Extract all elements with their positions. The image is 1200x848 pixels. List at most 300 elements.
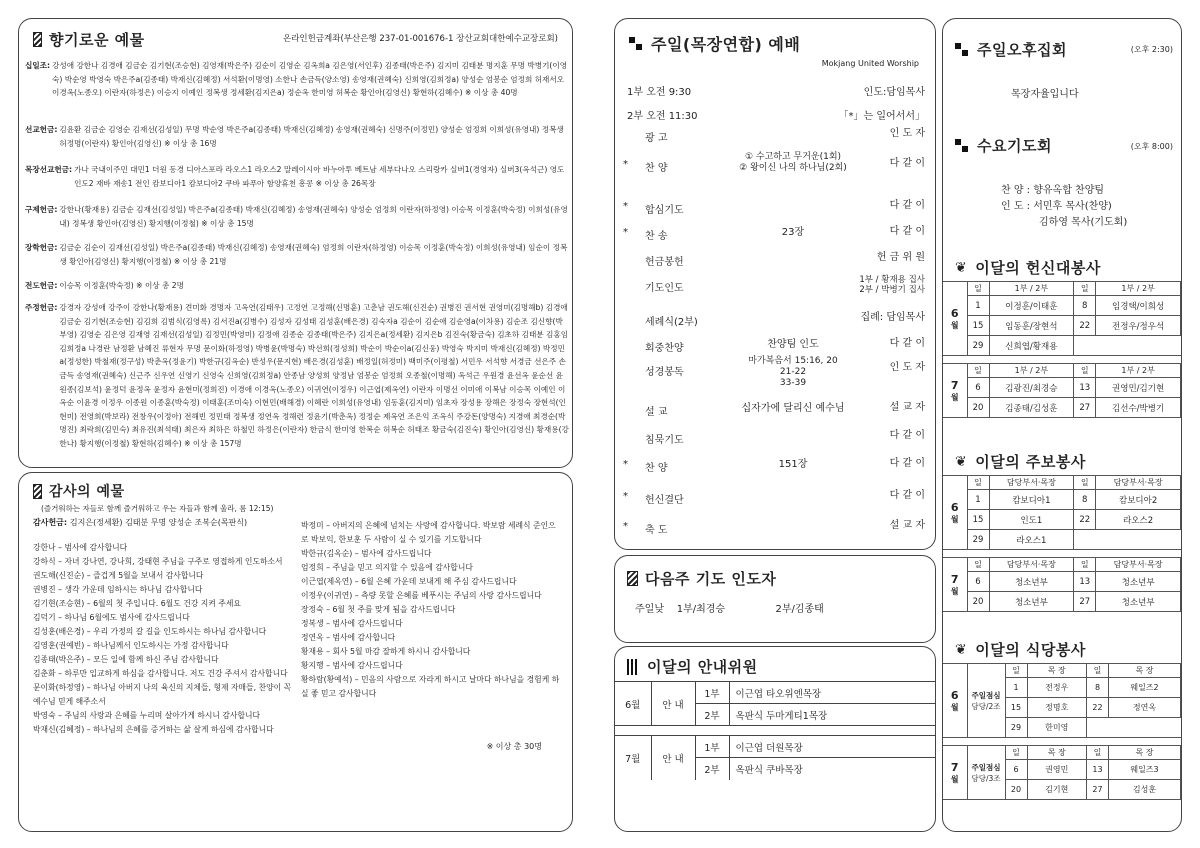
- offering-category-evangelism: [25, 279, 570, 293]
- thanks-head-label: 감사헌금:: [33, 518, 68, 527]
- assignee-cell: 청소년부: [1096, 572, 1181, 592]
- order-item-name: 합심기도: [645, 205, 684, 216]
- kitchen-label: 주일점심: [971, 762, 1001, 772]
- offering-title: [33, 29, 145, 50]
- day-cell: 15: [1005, 698, 1027, 718]
- table-row: [943, 664, 1181, 678]
- kitchen-team: 담당/2조: [971, 701, 1001, 711]
- month-unit: 월: [950, 320, 959, 330]
- order-item-name: 헌금봉헌: [645, 257, 684, 268]
- devotion-title: [955, 257, 1101, 278]
- worship-order-row: [623, 459, 927, 475]
- order-item-detail: 찬양팀 인도: [767, 339, 819, 350]
- order-item-person: 1부 / 황재용 집사 2부 / 박병기 집사: [859, 275, 925, 295]
- table-row: [943, 558, 1181, 572]
- order-item-detail: ① 수고하고 무거운(1회) ② 왕이신 나의 하나님(2회): [739, 152, 847, 173]
- assignee-cell: 김선수/박병기: [1096, 398, 1181, 418]
- day-cell: 29: [967, 336, 989, 356]
- kitchen-title: [955, 639, 1086, 660]
- category-body: [59, 301, 570, 451]
- header-day: 일: [1005, 746, 1027, 760]
- order-item-person: 다 같 이: [889, 430, 925, 441]
- worship-order-row: [623, 431, 927, 447]
- usher-round: 1부: [695, 736, 729, 758]
- day-cell: 27: [1074, 592, 1096, 612]
- assignee-cell: 김종태/김성훈: [989, 398, 1074, 418]
- order-item-name: 설 교: [645, 407, 668, 418]
- table-row: [943, 316, 1181, 336]
- order-item-person: 설 교 자: [889, 402, 925, 413]
- usher-month: 7월: [615, 736, 651, 780]
- offering-category-mokjang-mission: [25, 163, 570, 190]
- order-item-person: 헌 금 위 원: [876, 252, 925, 263]
- worship-order-row: [623, 356, 927, 388]
- service-time-2: 2부 오전 11:30: [627, 111, 698, 122]
- order-item-person: 설 교 자: [889, 520, 925, 531]
- month-cell: [943, 746, 967, 800]
- thanks-item: 강한나 – 범사에 감사합니다: [33, 543, 128, 552]
- thanks-item: 황하람(황예석) – 민음의 사람으로 자라게 하시고 날마다 하나님을 경험케 하실 좋 믿고 감사합니다: [301, 675, 560, 698]
- thanks-title: [33, 481, 125, 501]
- header-role: 1부 / 2부: [1096, 282, 1181, 296]
- worship-title-text: 주일(목장연합) 예배: [651, 35, 801, 54]
- offering-section: [18, 18, 573, 468]
- thanks-item: 엄정희 – 주님을 믿고 의지할 수 있음에 감사합니다: [301, 563, 473, 572]
- offering-category-tithe: [25, 59, 570, 100]
- order-item-person: 인 도 자: [889, 362, 925, 373]
- usher-round: 2부: [695, 758, 729, 780]
- prayers-title: [627, 568, 776, 589]
- order-item-name: 헌신결단: [645, 495, 684, 506]
- assignee-cell: 웨일즈2: [1108, 678, 1180, 698]
- flower-icon: ❦: [955, 641, 968, 658]
- offering-category-weekly: [25, 301, 570, 451]
- category-label: 전도헌금:: [25, 281, 58, 290]
- month-unit: 월: [950, 774, 959, 784]
- assignee-cell: 웨일즈3: [1108, 760, 1180, 780]
- stand-asterisk: *: [623, 227, 628, 238]
- kitchen-title-text: 이달의 식당봉사: [975, 641, 1086, 659]
- category-body: [59, 279, 570, 293]
- header-day: 일: [1005, 664, 1027, 678]
- order-item-name: 찬 양: [645, 463, 668, 474]
- thanks-item: 김영훈(권예빈) – 하나님께서 인도하시는 가정 감사합니다: [33, 641, 229, 650]
- header-day: 일: [1074, 282, 1096, 296]
- table-row: [943, 398, 1181, 418]
- prayers-first: 1부/최경승: [676, 604, 726, 615]
- day-cell: 13: [1074, 572, 1096, 592]
- month-cell: [943, 558, 967, 612]
- usher-round: 1부: [695, 682, 729, 704]
- wednesday-title: [955, 135, 1052, 156]
- table-row: [943, 336, 1181, 356]
- header-day: 일: [1074, 364, 1096, 378]
- day-cell: 6: [967, 378, 989, 398]
- order-item-name: 침묵기도: [645, 435, 684, 446]
- day-cell: 6: [1005, 760, 1027, 780]
- assignee-cell: 한미영: [1027, 718, 1086, 738]
- day-cell: 22: [1074, 510, 1096, 530]
- assignee-cell: 라오스1: [989, 530, 1074, 550]
- category-total: ※ 이상 총 26목장: [315, 178, 376, 188]
- stand-asterisk: *: [623, 491, 628, 502]
- category-names: 강경자 강성애 강주이 강한나(황재용) 견미화 경명자 고옥연(김태우) 고정연 고정해(신명훈) 고춘남 권도해(신진순) 권병진 권서현 권영미(김명해b) 김경애 김금순 김기현(조승현) 김김희 김범식(김영록) 김서진a(김병수) 김성자 김성태 김성훈(배은경) 김숙자a 김순이 김순애 김순영a(이차용) 김순조 김신향(박부영) 김영순 김은영 김재영 김재선(김성일) 김정민(박영미) 김정애 김종순 김종태(박은주) 김지은a(정세환) 김지은b 김진숙(황금숙) 김초하 김태분 김홍임 김희정a 나경란 남정환 남혜진 류현자 무명 문이화(하정영) 박병윤(박명숙) 박선희(정성희) 박순이 박순이a(김신웅) 박영숙 박지미 박재신(김혜정) 박정민a(정성한) 박철재(정구성) 박춘옥(정윤기) 박한규(김옥순) 반성우(문지현) 배은경(김성훈) 배정일(허정미) 백미주(이평철) 서민우 서석향 서경금 선은주 손금득 송영재(권혜숙) 신근주 신우연 신영기 신영숙 신희영(김희정a) 안종남 양성희 양정남 엄봉순 엄정희 오종철(이명해) 옥석근 우원경 윤선옥 윤순선 윤원종(김보석) 윤정덕 윤정옥 윤정자 윤현미(정희진) 이경애 이경옥(노종오) 이귀연(이정우) 이근엽(제옥연) 이란자 이명선 이미애 이복남 이승목 이예인 이옥순 이윤경 이정우 이종원 이종훈(박숙정) 이태훈(조미숙) 이현민(배해경) 이혜란 이희성(유영내) 임동훈(김지미) 임초자 장성용 장해은 장정숙 장현석(인현미) 전영희(박보라) 전창우(이정아) 전해빈 정민태 정복생 정연옥 정해련 정윤기(박춘옥) 정정순 제옥연 조은익 조옥식 주강돈(양명숙) 지경애 최경순(박명진) 최락희(김민숙) 최유진(최석태) 최은자 최하은 하철민 하정은(이란자) 한금식 한미영 한복순 허복순 허태조 황금숙(김진숙) 황인아(김영신) 황재용(강한나) 황지행(이정철) 황현하(김혜수): [59, 303, 569, 448]
- table-row: [943, 282, 1181, 296]
- assignee-cell: 신희엽/황재용: [989, 336, 1074, 356]
- month-number: 7: [950, 378, 959, 392]
- thanks-title-text: 감사의 예물: [49, 484, 125, 500]
- header-role: 1부 / 2부: [989, 364, 1074, 378]
- table-row: [943, 476, 1181, 490]
- order-item-person: 다 같 이: [889, 158, 925, 169]
- category-names: 가나 국내이주민 대민1 더원 동경 디아스포라 라오스1 라오스2 말레이시아 바누아투 베트남 세부다나오 스리랑카 실버1(경영자) 실버3(옥석근) 영도 인도2 재바 재송1 전인 캄보디아1 캄보디아2 쿠바 파푸아 함양휴천 흥콩: [74, 165, 565, 188]
- assignee-cell: 김성훈: [1108, 780, 1180, 800]
- striped-box-icon: [33, 484, 42, 499]
- header-day: 일: [967, 282, 989, 296]
- worship-order-row: [623, 403, 927, 419]
- category-names: 김윤환 김금순 김영순 김재선(김성일) 무명 박순영 박은주a(김종태) 박재신(김혜정) 송영재(권혜숙) 신명주(이정민) 양성순 엄정희 이희성(유영내) 정복생 허정명(이란자) 황인아(김영신): [59, 125, 564, 148]
- ushers-title: [627, 656, 758, 677]
- order-item-name: 성경봉독: [645, 367, 684, 378]
- worship-order-row: [623, 152, 927, 175]
- bars-icon: [627, 659, 639, 675]
- assignee-cell: 캄보디아2: [1096, 490, 1181, 510]
- assignee-cell: 권영민: [1027, 760, 1086, 780]
- thanks-item: 정연옥 – 범사에 감사합니다: [301, 633, 396, 642]
- category-label: 목장선교헌금:: [25, 165, 73, 174]
- worship-order-row: [623, 313, 927, 329]
- devotion-table: [943, 281, 1181, 418]
- usher-role: 안 내: [651, 682, 695, 726]
- usher-name: 옥판식 쿠바목장: [729, 758, 935, 780]
- month-unit: 월: [950, 514, 959, 524]
- month-unit: 월: [950, 586, 959, 596]
- header-day: 일: [967, 558, 989, 572]
- worship-title: [629, 32, 800, 55]
- thanks-verse: (즐거워하는 자들로 함께 즐거워하고 우는 자들과 함께 울라, 롬 12:15): [41, 504, 274, 513]
- category-names: 김금순 김순이 김재선(김성일) 박은주a(김종태) 박재신(김혜정) 송영재(권혜숙) 엄정희 이란자(하정영) 이승목 이정훈(박숙정) 이희성(유영내) 임순이 정복생 황인아(김영신) 황지행(이정철): [59, 243, 568, 266]
- wednesday-lead-1: 인 도 : 서민후 목사(찬양): [1001, 201, 1112, 212]
- thanks-item: 황재용 – 회사 5월 마감 잘하게 하시니 감사합니다: [301, 647, 471, 656]
- header-day: 일: [1086, 664, 1108, 678]
- thanks-item: 박재신(김혜정) – 하나님의 은혜를 증거하는 삶 살게 하심에 감사합니다: [33, 725, 274, 734]
- day-cell: 15: [967, 510, 989, 530]
- usher-role: 안 내: [651, 736, 695, 780]
- order-item-person: 다 같 이: [889, 490, 925, 501]
- afternoon-time: (오후 2:30): [1130, 45, 1173, 54]
- worship-order-row: [623, 201, 927, 217]
- category-label: 선교헌금:: [25, 125, 58, 134]
- thanks-item: 황지행 – 범사에 감사드립니다: [301, 661, 403, 670]
- striped-box-icon: [33, 32, 42, 47]
- month-number: 7: [950, 572, 959, 586]
- header-day: 일: [1086, 746, 1108, 760]
- order-item-name: 기도인도: [645, 283, 684, 294]
- assignee-cell: 권영민/김기현: [1096, 378, 1181, 398]
- squares-icon: [955, 139, 969, 153]
- prayers-second: 2부/김종태: [775, 604, 824, 615]
- header-role: 담당부서·목장: [1096, 476, 1181, 490]
- ushers-table: [615, 681, 935, 780]
- thanks-item: 정복생 – 범사에 감사드립니다: [301, 619, 403, 628]
- worship-order-row: [623, 521, 927, 537]
- category-label: 십일조:: [25, 61, 51, 70]
- table-row: [943, 572, 1181, 592]
- month-number: 7: [950, 760, 959, 774]
- table-row: [943, 592, 1181, 612]
- prayers-title-text: 다음주 기도 인도자: [645, 570, 777, 588]
- thanks-item: 강하식 – 자녀 강나연, 강나희, 강태현 주님을 구주로 영접하게 인도하소서: [33, 557, 283, 566]
- stand-note: 「*」는 일어서서」: [838, 111, 925, 122]
- thanks-item: 이근엽(제옥연) – 6월 은혜 가운데 보내게 해 주심 감사드립니다: [301, 577, 517, 586]
- thanks-item: 권도해(신진순) – 즐겁게 5월을 보내서 감사합니다: [33, 571, 204, 580]
- category-body: [59, 203, 570, 230]
- ushers-title-text: 이달의 안내위원: [647, 658, 758, 676]
- order-item-person: 집례: 담임목사: [860, 312, 925, 323]
- offering-title-text: 향기로운 예물: [49, 31, 145, 49]
- order-item-detail: 23장: [781, 227, 805, 238]
- header-role: 목 장: [1027, 746, 1086, 760]
- category-body: [74, 163, 570, 190]
- bulletin-title-text: 이달의 주보봉사: [975, 453, 1086, 471]
- category-total: ※ 이상 총 21명: [173, 256, 227, 266]
- month-cell: [943, 282, 967, 356]
- worship-order-row: [623, 339, 927, 355]
- day-cell: 22: [1074, 316, 1096, 336]
- order-item-detail: 마가복음서 15:16, 20 21-22 33-39: [748, 356, 838, 388]
- stand-asterisk: *: [623, 159, 628, 170]
- day-cell: 6: [967, 572, 989, 592]
- worship-order-row: [623, 253, 927, 269]
- thanks-list-left: [33, 541, 295, 737]
- day-cell: 13: [1086, 760, 1108, 780]
- usher-name: 이근엽 타오위엔목장: [729, 682, 935, 704]
- flower-icon: ❦: [955, 259, 968, 276]
- day-cell: 1: [967, 296, 989, 316]
- header-role: 1부 / 2부: [989, 282, 1074, 296]
- thanks-offering-line: [33, 517, 247, 528]
- day-cell: 8: [1074, 490, 1096, 510]
- header-day: 일: [1074, 558, 1096, 572]
- header-day: 일: [967, 364, 989, 378]
- order-item-name: 회중찬양: [645, 343, 684, 354]
- thanks-total: ※ 이상 총 30명: [486, 742, 542, 751]
- thanks-item: 김기현(조승현) – 6월의 첫 주입니다. 6월도 건강 지켜 주세요: [33, 599, 241, 608]
- header-day: 일: [1074, 476, 1096, 490]
- stand-asterisk: *: [623, 201, 628, 212]
- day-cell: 8: [1086, 678, 1108, 698]
- order-item-person: 다 같 이: [889, 226, 925, 237]
- assignee-cell: 임동훈/장현석: [989, 316, 1074, 336]
- category-names: 이승목 이정훈(박숙정): [59, 281, 134, 290]
- order-item-detail: 151장: [778, 459, 808, 470]
- assignee-cell: 정명호: [1027, 698, 1086, 718]
- assignee-cell: 김기현: [1027, 780, 1086, 800]
- kitchen-team: 담당/3조: [971, 773, 1001, 783]
- category-names: 강성애 강한나 김경애 김금순 김기현(조승현) 김영재(박은주) 김순이 김영순 김옥희a 김은영(서인후) 김종태(박은주) 김지미 김태분 명지훈 무명 박병기(이영숙) 박순영 박영숙 박은주a(김종태) 박재신(김혜정) 서석환(이명영) 소한나 손금득(양소영) 송영재(권혜숙) 신희영(김희정a) 양성순 엄봉순 엄정희 허재서오 이경옥(노종오) 이란자(하정은) 이승지 이예인 정복생 정세환(김지은a) 정순옥 한미영 허복순 황인아(김영신) 황현하(김혜수): [52, 61, 568, 98]
- day-cell: 20: [967, 398, 989, 418]
- bulletin-table: [943, 475, 1181, 612]
- day-cell: 22: [1086, 698, 1108, 718]
- assignee-cell: 전정우/정우석: [1096, 316, 1181, 336]
- thanks-item: 김종태(박은주) – 모든 일에 함께 하신 주님 감사합니다: [33, 655, 219, 664]
- day-cell: 13: [1074, 378, 1096, 398]
- day-cell: 27: [1074, 398, 1096, 418]
- thanks-item: 박영숙 – 주님의 사랑과 은혜를 누리며 살아가게 하시니 감사합니다: [33, 711, 261, 720]
- assignee-cell: 청소년부: [1096, 592, 1181, 612]
- category-label: 구제헌금:: [25, 205, 58, 214]
- category-total: ※ 이상 총 40명: [465, 88, 518, 98]
- worship-subtitle: Mokjang United Worship: [821, 59, 919, 68]
- day-cell: 20: [967, 592, 989, 612]
- usher-name: 이근엽 더원목장: [729, 736, 935, 758]
- thanks-item: 김덕기 – 하나님 6월에도 범사에 감사드립니다: [33, 613, 190, 622]
- header-day: 일: [967, 476, 989, 490]
- category-label: 장학헌금:: [25, 243, 58, 252]
- thanksgiving-section: [18, 472, 573, 832]
- devotion-title-text: 이달의 헌신대봉사: [975, 259, 1101, 277]
- category-total: ※ 이상 총 157명: [184, 438, 242, 448]
- thanks-item: 권병진 – 생각 가운데 임하시는 하나님 감사합니다: [33, 585, 203, 594]
- thanks-item: 박정미 – 아버지의 은혜에 넘치는 사랑에 감사합니다. 박보람 세례식 준인으로 박보익, 한보훈 두 사람이 실 수 있기를 기도합니다: [301, 521, 556, 544]
- offering-category-scholarship: [25, 241, 570, 268]
- kitchen-team-cell: [967, 664, 1005, 738]
- month-cell: [943, 476, 967, 550]
- category-total: ※ 이상 총 15명: [201, 218, 254, 228]
- header-role: 목 장: [1108, 664, 1180, 678]
- thanks-item: 김춘화 – 하루만 입교하게 하심을 감사합니다. 저도 건강 주셔서 감사합니다: [33, 669, 288, 678]
- day-cell: 27: [1086, 780, 1108, 800]
- usher-name: 옥판식 두마게티1목장: [729, 704, 935, 726]
- day-cell: 1: [1005, 678, 1027, 698]
- ushers-section: [614, 646, 936, 832]
- header-role: 담당부서·목장: [989, 558, 1074, 572]
- thanks-list-right: [301, 519, 563, 701]
- offering-category-relief: [25, 203, 570, 230]
- thanks-item: 이정우(이귀연) – 측량 못할 은혜를 베푸시는 주님의 사랑 감사드립니다: [301, 591, 542, 600]
- squares-icon: [629, 37, 643, 51]
- assignee-cell: 전정우: [1027, 678, 1086, 698]
- wednesday-praise: 찬 양 : 향유옥합 찬양팀: [1001, 185, 1105, 196]
- kitchen-label: 주일점심: [971, 690, 1001, 700]
- squares-icon: [955, 43, 969, 57]
- thanks-item: 장정숙 – 6월 첫 주를 맞게 됨을 감사드립니다: [301, 605, 456, 614]
- day-cell: 8: [1074, 296, 1096, 316]
- worship-leader: 인도:담임목사: [863, 87, 925, 98]
- order-item-person: 다 같 이: [889, 338, 925, 349]
- table-row: [615, 726, 935, 736]
- striped-box-icon: [627, 571, 638, 586]
- header-role: 담당부서·목장: [989, 476, 1074, 490]
- assignee-cell: 청소년부: [989, 592, 1074, 612]
- table-row: [943, 296, 1181, 316]
- stand-asterisk: *: [623, 521, 628, 532]
- wednesday-title-text: 수요기도회: [977, 137, 1052, 155]
- order-item-detail: 십자가에 달리신 예수님: [741, 403, 845, 414]
- assignee-cell: 라오스2: [1096, 510, 1181, 530]
- thanks-item: 김성훈(배은경) – 우리 가정의 갈 길을 인도하시는 하나님 감사합니다: [33, 627, 267, 636]
- afternoon-text: 목장자율입니다: [1011, 89, 1079, 100]
- table-row: [943, 378, 1181, 398]
- prayers-day: 주일낮: [635, 604, 664, 615]
- table-row: [943, 364, 1181, 378]
- day-cell: 29: [967, 530, 989, 550]
- table-row: [943, 490, 1181, 510]
- worship-order-row: [623, 491, 927, 507]
- thanks-head-names: 김지은(정세환) 김태분 무명 양성순 조복순(목판식): [69, 518, 248, 527]
- afternoon-title-text: 주일오후집회: [977, 41, 1067, 59]
- month-unit: 월: [950, 702, 959, 712]
- day-cell: 15: [967, 316, 989, 336]
- category-total: ※ 이상 총 16명: [164, 138, 217, 148]
- worship-order-row: [623, 129, 927, 145]
- header-role: 목 장: [1108, 746, 1180, 760]
- order-item-name: 광 고: [645, 133, 668, 144]
- month-number: 6: [950, 500, 959, 514]
- assignee-cell: 인도1: [989, 510, 1074, 530]
- category-total: ※ 이상 총 2명: [136, 281, 184, 290]
- stand-asterisk: *: [623, 459, 628, 470]
- wednesday-lead-2: 김하영 목사(기도회): [1039, 217, 1128, 228]
- order-item-person: 다 같 이: [889, 458, 925, 469]
- flower-icon: ❦: [955, 453, 968, 470]
- table-row: [943, 530, 1181, 550]
- worship-order-section: [614, 18, 936, 550]
- table-row: [615, 682, 935, 704]
- month-cell: [943, 664, 967, 738]
- month-number: 6: [950, 306, 959, 320]
- order-item-name: 축 도: [645, 525, 668, 536]
- day-cell: 20: [1005, 780, 1027, 800]
- schedule-section: [942, 18, 1182, 832]
- assignee-cell: 이정훈/이태훈: [989, 296, 1074, 316]
- afternoon-title: [955, 39, 1067, 60]
- bulletin-title: [955, 451, 1086, 472]
- assignee-cell: 김광진/최경승: [989, 378, 1074, 398]
- header-role: 담당부서·목장: [1096, 558, 1181, 572]
- prayers-line: [635, 600, 824, 615]
- service-time-1: 1부 오전 9:30: [627, 87, 692, 98]
- day-cell: 1: [967, 490, 989, 510]
- month-number: 6: [950, 688, 959, 702]
- order-item-name: 찬 송: [645, 231, 668, 242]
- assignee-cell: 임경택/이희성: [1096, 296, 1181, 316]
- thanks-item: 박한규(김옥순) – 범사에 감사드립니다: [301, 549, 432, 558]
- category-body: [52, 59, 570, 100]
- usher-month: 6월: [615, 682, 651, 726]
- worship-order-row: [623, 275, 927, 295]
- header-role: 1부 / 2부: [1096, 364, 1181, 378]
- category-body: [59, 241, 570, 268]
- next-week-prayer-section: [614, 555, 936, 643]
- category-label: 주정헌금:: [25, 303, 58, 312]
- order-item-name: 세례식(2부): [645, 317, 698, 328]
- month-unit: 월: [950, 392, 959, 402]
- day-cell: 29: [1005, 718, 1027, 738]
- category-names: 강한나(황재용) 김금순 김재선(김성일) 박은주a(김종태) 박재신(김혜정) 송영재(권혜숙) 양성순 엄정희 이란자(하정영) 이승목 이정훈(박숙정) 이희성(유영내) 정복생 황인아(김영신) 황지행(이정철): [59, 205, 568, 228]
- order-item-person: 다 같 이: [889, 200, 925, 211]
- wednesday-time: (오후 8:00): [1130, 142, 1173, 151]
- order-item-person: 인 도 자: [889, 128, 925, 139]
- assignee-cell: 정연옥: [1108, 698, 1180, 718]
- thanks-item: 문이화(하정영) – 하나님 아버지 나의 육신의 지체들, 형제 자매들, 찬양이 꼭 예수님 믿게 해주소서: [33, 683, 292, 706]
- offering-category-mission: [25, 123, 570, 150]
- table-row: [943, 510, 1181, 530]
- kitchen-team-cell: [967, 746, 1005, 800]
- table-row: [943, 746, 1181, 760]
- month-cell: [943, 364, 967, 418]
- online-account-info: 온라인헌금계좌(부산은행 237-01-001676-1 장산교회대한예수교장로회): [283, 34, 558, 44]
